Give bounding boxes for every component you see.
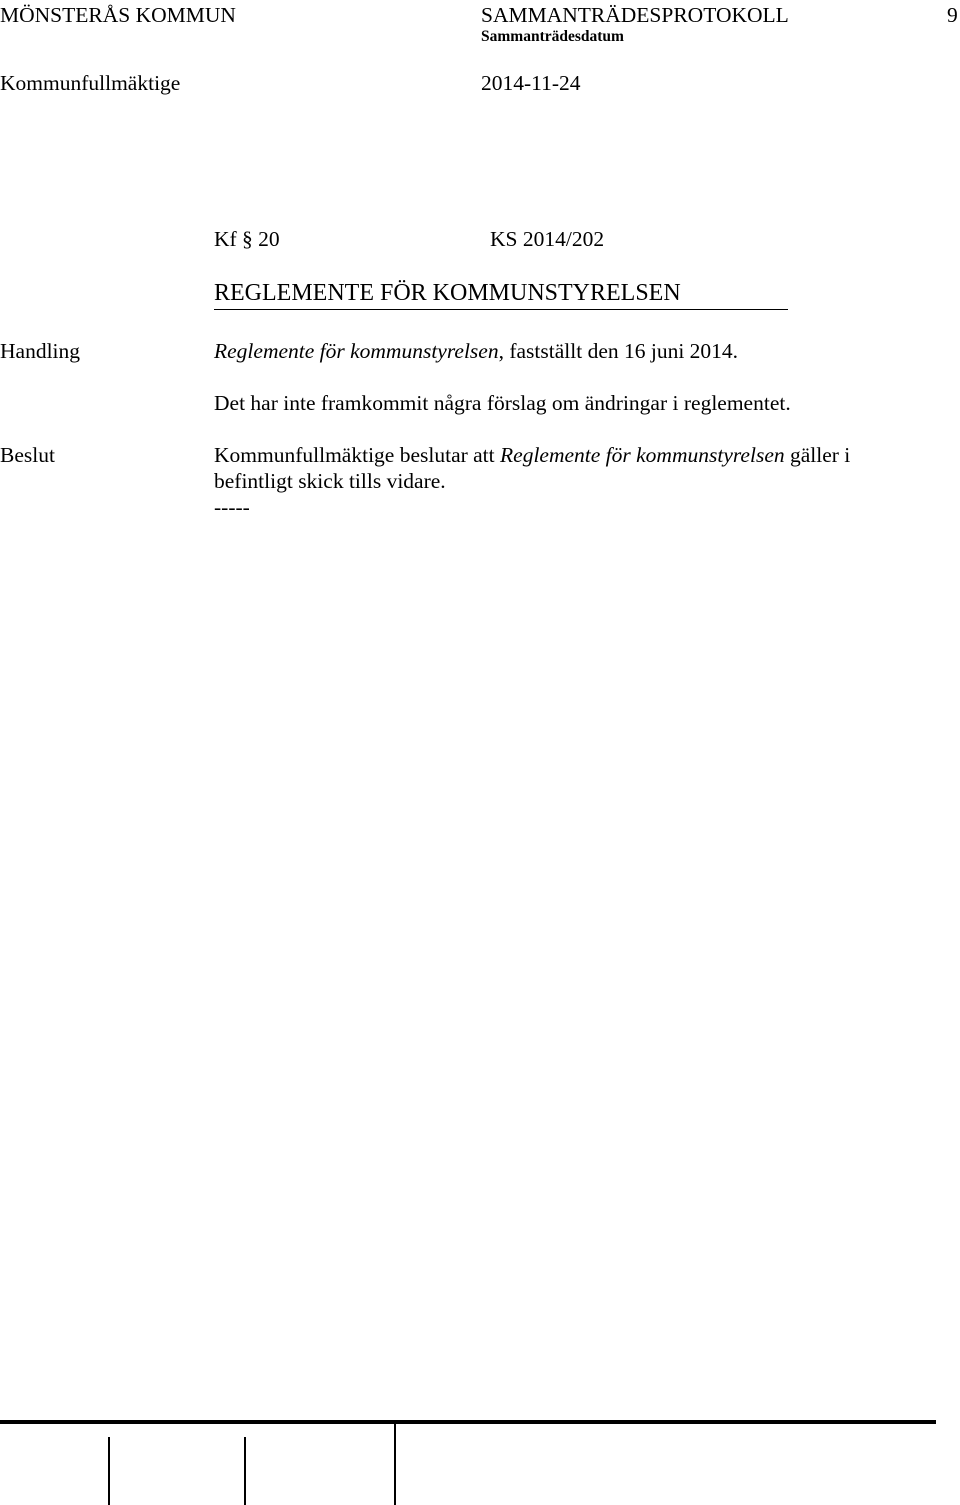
handling-label: Handling (0, 339, 81, 363)
beslut-label: Beslut (0, 443, 55, 467)
meeting-date: 2014-11-24 (481, 71, 581, 95)
beslut-line1-end: gäller i (784, 443, 851, 467)
meeting-body: Kommunfullmäktige (0, 71, 181, 95)
item-heading: REGLEMENTE FÖR KOMMUNSTYRELSEN (214, 280, 788, 310)
signature-divider-1 (108, 1437, 110, 1505)
case-number: KS 2014/202 (490, 227, 605, 251)
paragraph-number: Kf § 20 (214, 227, 280, 251)
signature-divider-2 (244, 1437, 246, 1505)
handling-document-title: Reglemente för kommunstyrelsen (214, 339, 499, 363)
page-number: 9 (947, 3, 958, 27)
handling-text (214, 339, 738, 364)
beslut-line1-start: Kommunfullmäktige beslutar att (214, 443, 501, 467)
footer-rule (0, 1420, 936, 1424)
handling-note: Det har inte framkommit några förslag om ändringar i reglementet. (214, 391, 791, 415)
beslut-text-line1 (214, 443, 850, 468)
separator-dashes: ----- (214, 495, 250, 519)
handling-rest: , fastställt den 16 juni 2014. (498, 339, 739, 363)
beslut-document-title: Reglemente för kommunstyrelsen (500, 443, 785, 467)
organization-name: MÖNSTERÅS KOMMUN (0, 3, 236, 27)
date-label: Sammanträdesdatum (481, 28, 624, 45)
signature-divider-3 (394, 1424, 396, 1505)
document-type: SAMMANTRÄDESPROTOKOLL (481, 3, 789, 27)
beslut-text-line2: befintligt skick tills vidare. (214, 469, 446, 493)
